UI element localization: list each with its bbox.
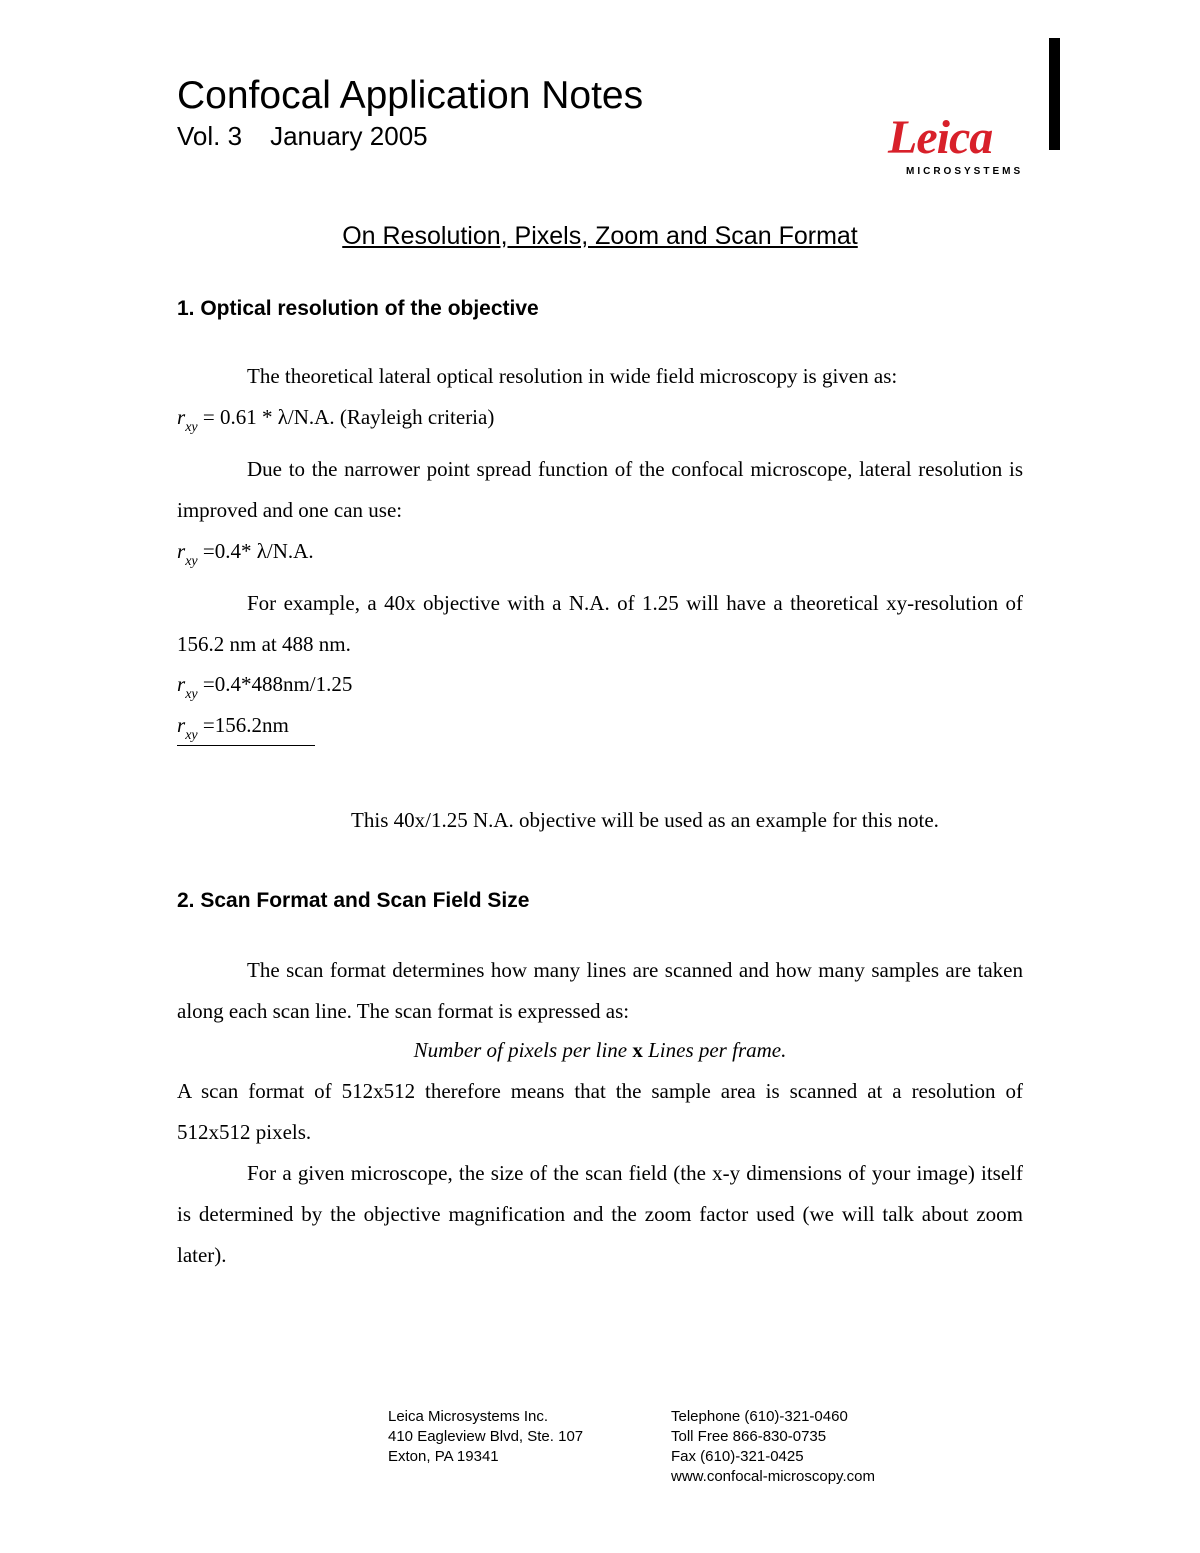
section2-para2: A scan format of 512x512 therefore means that the sample area is scanned at a resolution of 512x512 pixels.: [177, 1079, 1023, 1144]
section1-para2: Due to the narrower point spread function of the confocal microscope, lateral resolution is improved and one can use:: [177, 457, 1023, 522]
equation-example: [177, 672, 353, 702]
section1-heading: 1. Optical resolution of the objective: [177, 297, 539, 320]
formula-x: x: [632, 1038, 643, 1062]
eq1-rhs: = 0.61 * λ/N.A.: [202, 405, 335, 429]
eq4-lhs: r: [177, 713, 186, 737]
eq1-note: (Rayleigh criteria): [339, 405, 495, 429]
eq3-rhs: =0.4*488nm/1.25: [202, 672, 353, 696]
eq2-sub: xy: [185, 554, 198, 569]
footer-tollfree: Toll Free 866-830-0735: [671, 1428, 827, 1445]
footer-contact: [671, 1407, 875, 1487]
leica-logo: Leica: [888, 111, 993, 164]
section1-para3: For example, a 40x objective with a N.A. of 1.25 will have a theoretical xy-resolution of 156.2 nm at 488 nm.: [177, 591, 1023, 656]
page-title: Confocal Application Notes: [177, 74, 644, 117]
formula-part1: Number of pixels per line: [413, 1038, 628, 1062]
eq2-lhs: r: [177, 539, 186, 563]
equation-confocal: [177, 539, 314, 569]
eq3-lhs: r: [177, 672, 186, 696]
eq4-rhs: =156.2nm: [202, 713, 289, 737]
equation-result: [177, 713, 289, 743]
document-title: On Resolution, Pixels, Zoom and Scan Format: [342, 222, 858, 250]
eq4-sub: xy: [185, 728, 198, 743]
example-note: This 40x/1.25 N.A. objective will be used as an example for this note.: [351, 808, 939, 832]
eq3-sub: xy: [185, 687, 198, 702]
footer-address2: Exton, PA 19341: [388, 1448, 499, 1465]
footer-telephone: Telephone (610)-321-0460: [671, 1408, 848, 1425]
footer-company: Leica Microsystems Inc.: [388, 1408, 549, 1425]
footer-address: [388, 1407, 583, 1467]
section2-para3: For a given microscope, the size of the scan field (the x-y dimensions of your image) itself is determined by the objective magnification and the zoom factor used (we will talk about zoom later).: [177, 1161, 1023, 1267]
footer-fax: Fax (610)-321-0425: [671, 1448, 804, 1465]
volume-date: [177, 121, 428, 152]
footer-address1: 410 Eagleview Blvd, Ste. 107: [388, 1428, 584, 1445]
equation-underline: [177, 745, 315, 746]
formula-part2: Lines per frame.: [648, 1038, 787, 1062]
header-bar: [1049, 38, 1060, 150]
date-label: January 2005: [270, 121, 428, 151]
section2-heading: 2. Scan Format and Scan Field Size: [177, 889, 530, 912]
eq1-lhs: r: [177, 405, 186, 429]
equation-rayleigh: [177, 405, 495, 435]
scan-format-formula: [0, 1038, 1200, 1063]
eq1-sub: xy: [185, 420, 198, 435]
section1-para1: The theoretical lateral optical resolution in wide field microscopy is given as:: [247, 364, 898, 388]
volume-label: Vol. 3: [177, 121, 243, 151]
leica-logo-subtext: MICROSYSTEMS: [906, 166, 1024, 177]
footer-website[interactable]: www.confocal-microscopy.com: [671, 1468, 875, 1485]
section2-para1: The scan format determines how many lines are scanned and how many samples are taken along each scan line. The scan format is expressed as:: [177, 958, 1023, 1023]
eq2-rhs: =0.4* λ/N.A.: [202, 539, 314, 563]
